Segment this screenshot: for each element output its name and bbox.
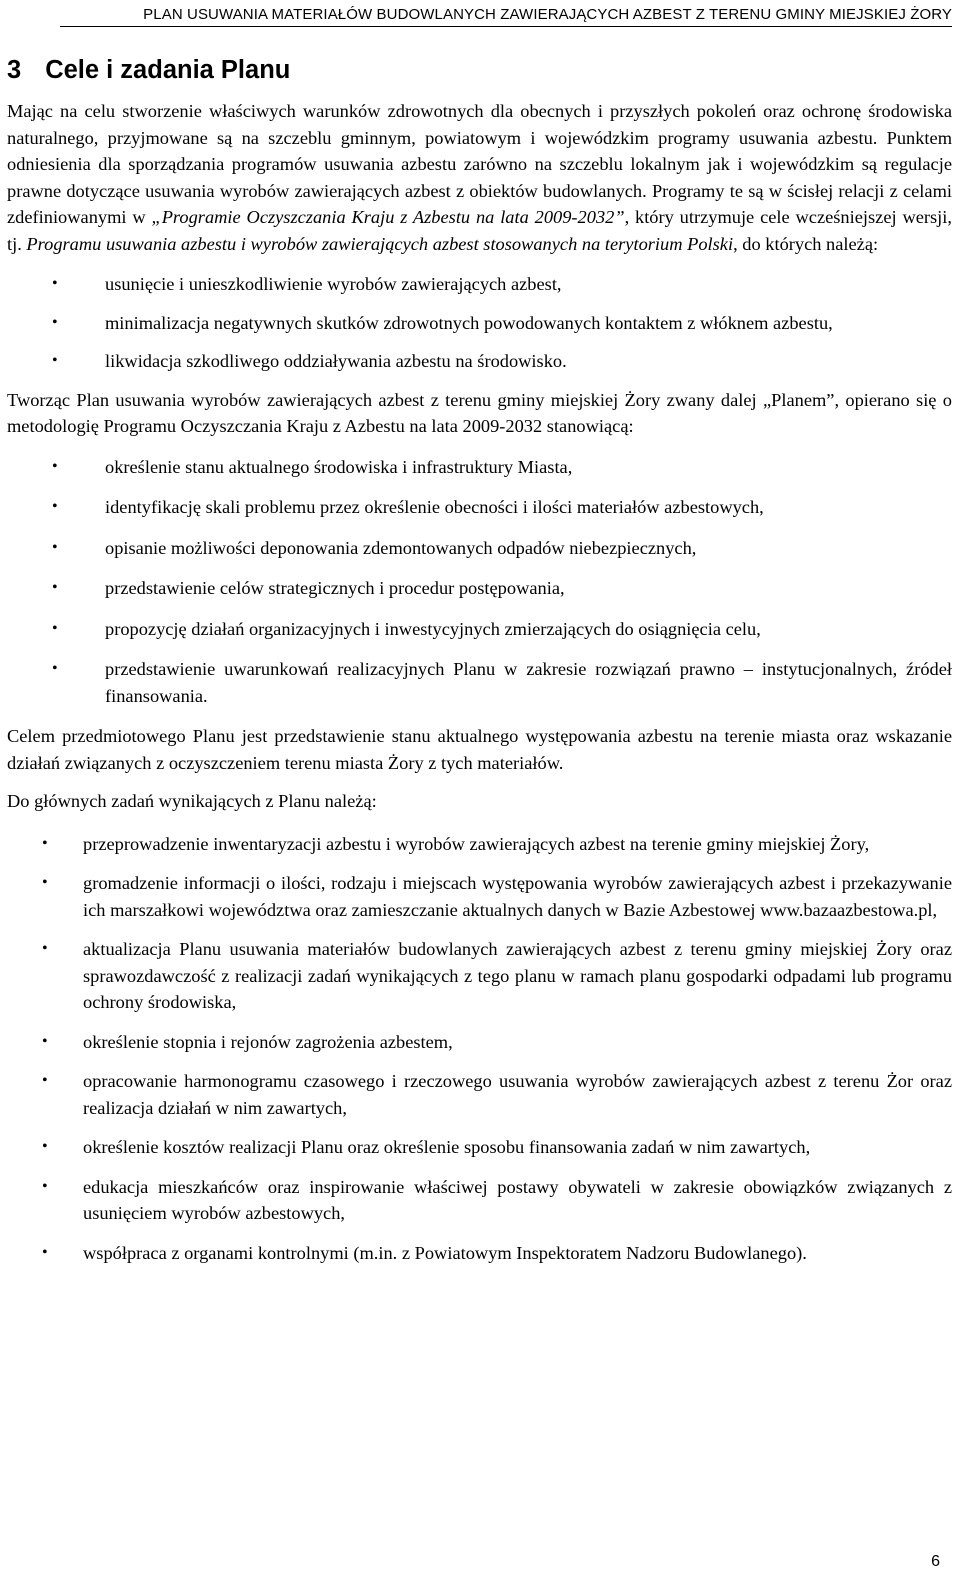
list-item: • określenie stanu aktualnego środowiska i infrastruktury Miasta, xyxy=(7,454,952,481)
bullet-icon: • xyxy=(52,579,58,596)
methodology-list xyxy=(7,454,952,710)
document-body xyxy=(7,52,952,1279)
tasks-intro: Do głównych zadań wynikających z Planu należą: xyxy=(7,791,377,811)
list-item: • współpraca z organami kontrolnymi (m.in. z Powiatowym Inspektoratem Nadzoru Budowlanego). xyxy=(7,1240,952,1267)
bullet-icon: • xyxy=(52,457,58,475)
intro-italic-1: „Programie Oczyszczania Kraju z Azbestu na lata 2009-2032” xyxy=(151,207,625,227)
list-item: • określenie stopnia i rejonów zagrożenia azbestem, xyxy=(7,1029,952,1056)
list-item: • przedstawienie celów strategicznych i procedur postępowania, xyxy=(7,575,952,602)
purpose-paragraph: Celem przedmiotowego Planu jest przedstawienie stanu aktualnego występowania azbestu na terenie miasta oraz wskazanie działań związanych z oczyszczeniem terenu miasta Żory z tych materiałów. xyxy=(7,726,952,773)
section-number: 3 xyxy=(7,56,22,84)
bullet-icon: • xyxy=(42,940,48,957)
page-number: 6 xyxy=(931,1553,940,1570)
list-item: • opisanie możliwości deponowania zdemontowanych odpadów niebezpiecznych, xyxy=(7,535,952,562)
intro-text-2: , który utrzymuje cele wcześniejszej wersji, tj. xyxy=(7,207,952,254)
section-heading xyxy=(7,52,952,88)
list-item: • określenie kosztów realizacji Planu oraz określenie sposobu finansowania zadań w nim zawartych, xyxy=(7,1134,952,1161)
list-item: • aktualizacja Planu usuwania materiałów budowlanych zawierających azbest z terenu gminy miejskiej Żory oraz sprawozdawczość z realizacji zadań wynikających z tego planu w ramach planu gospodarki odpadami lub programu ochrony środowiska, xyxy=(7,936,952,1016)
bullet-icon: • xyxy=(42,874,48,891)
intro-text-1: Mając na celu stworzenie właściwych warunków zdrowotnych dla obecnych i przyszłych pokoleń oraz ochronę środowiska naturalnego, przyjmowane są na szczeblu gminnym, powiatowym i wojewódzkim programy usuwania azbestu. Punktem odniesienia dla sporządzania programów usuwania azbestu zarówno na szczeblu lokalnym jak i wojewódzkim są regulacje prawne dotyczące usuwania wyrobów zawierających azbest z obiektów budowlanych. Programy te są w ścisłej relacji z celami zdefiniowanymi w xyxy=(7,101,952,227)
bullet-icon: • xyxy=(42,834,48,852)
list-item: • identyfikację skali problemu przez określenie obecności i ilości materiałów azbestowych, xyxy=(7,494,952,521)
bullet-icon: • xyxy=(52,498,58,515)
bullet-icon: • xyxy=(52,538,58,556)
intro-italic-2: Programu usuwania azbestu i wyrobów zawierających azbest stosowanych na terytorium Polski xyxy=(26,233,734,254)
bullet-icon: • xyxy=(42,1243,48,1261)
methodology-intro: Tworząc Plan usuwania wyrobów zawierających azbest z terenu gminy miejskiej Żory zwany dalej „Planem”, opierano się o metodologię Programu Oczyszczania Kraju z Azbestu na lata 2009-2032 stanowiącą: xyxy=(7,389,952,436)
tasks-list xyxy=(7,831,952,1267)
list-item: • edukacja mieszkańców oraz inspirowanie właściwej postawy obywateli w zakresie obowiązków związanych z usunięciem wyrobów azbestowych, xyxy=(7,1174,952,1227)
bullet-icon: • xyxy=(52,313,58,331)
bullet-icon: • xyxy=(42,1138,48,1155)
running-header: PLAN USUWANIA MATERIAŁÓW BUDOWLANYCH ZAWIERAJĄCYCH AZBEST Z TERENU GMINY MIEJSKIEJ ŻORY xyxy=(60,6,952,27)
list-item: • gromadzenie informacji o ilości, rodzaju i miejscach występowania wyrobów zawierających azbest i przekazywanie ich marszałkowi województwa oraz zamieszczanie aktualnych danych w Bazie Azbestowej www.bazaazbestowa.pl, xyxy=(7,870,952,923)
intro-text-3: , do których należą: xyxy=(733,233,879,254)
bullet-icon: • xyxy=(42,1177,48,1195)
goals-list xyxy=(7,271,952,375)
bullet-icon: • xyxy=(42,1072,48,1089)
bullet-icon: • xyxy=(52,619,58,637)
list-item: • propozycję działań organizacyjnych i inwestycyjnych zmierzających do osiągnięcia celu, xyxy=(7,616,952,643)
list-item: • opracowanie harmonogramu czasowego i rzeczowego usuwania wyrobów zawierających azbest z terenu Żor oraz realizacja działań w nim zawartych, xyxy=(7,1068,952,1121)
intro-paragraph xyxy=(7,98,952,257)
list-item: • minimalizacja negatywnych skutków zdrowotnych powodowanych kontaktem z włóknem azbestu, xyxy=(7,310,952,337)
list-item: • przedstawienie uwarunkowań realizacyjnych Planu w zakresie rozwiązań prawno – instytucjonalnych, źródeł finansowania. xyxy=(7,656,952,709)
section-title: Cele i zadania Planu xyxy=(45,56,291,84)
list-item: • likwidacja szkodliwego oddziaływania azbestu na środowisko. xyxy=(7,348,952,375)
bullet-icon: • xyxy=(42,1032,48,1050)
list-item: • przeprowadzenie inwentaryzacji azbestu i wyrobów zawierających azbest na terenie gminy miejskiej Żory, xyxy=(7,831,952,858)
bullet-icon: • xyxy=(52,352,58,369)
bullet-icon: • xyxy=(52,275,58,292)
bullet-icon: • xyxy=(52,660,58,677)
list-item: • usunięcie i unieszkodliwienie wyrobów zawierających azbest, xyxy=(7,271,952,298)
